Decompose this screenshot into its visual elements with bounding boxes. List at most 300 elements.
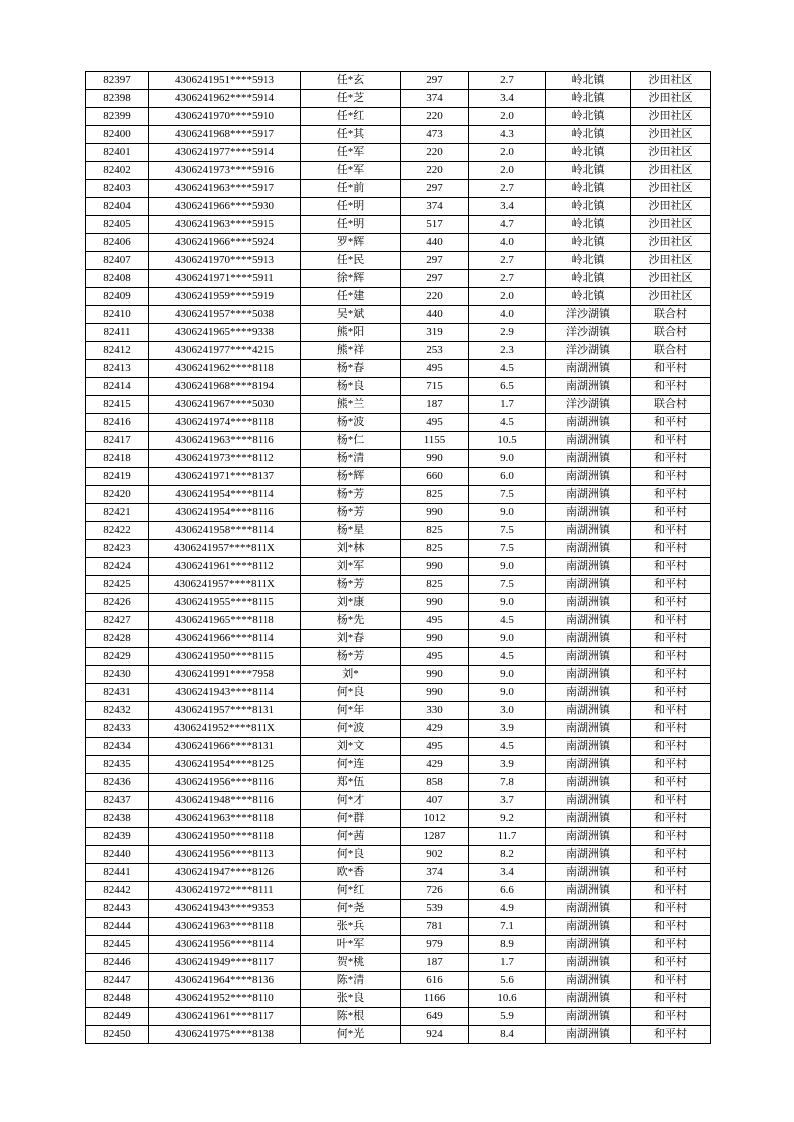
table-cell-rate: 9.0 (469, 594, 546, 612)
table-cell-amount: 1166 (401, 990, 469, 1008)
table-cell-id_number: 4306241966****8131 (149, 738, 301, 756)
table-cell-seq: 82415 (86, 396, 149, 414)
records-table (85, 71, 711, 1044)
table-cell-rate: 4.5 (469, 738, 546, 756)
table-cell-village: 和平村 (631, 414, 711, 432)
table-cell-town: 南湖洲镇 (546, 990, 631, 1008)
table-cell-town: 南湖洲镇 (546, 630, 631, 648)
table-cell-amount: 253 (401, 342, 469, 360)
table-cell-town: 南湖洲镇 (546, 1026, 631, 1044)
table-cell-village: 和平村 (631, 360, 711, 378)
table-cell-id_number: 4306241961****8112 (149, 558, 301, 576)
table-cell-amount: 429 (401, 756, 469, 774)
table-cell-village: 沙田社区 (631, 234, 711, 252)
table-cell-village: 和平村 (631, 1026, 711, 1044)
table-cell-name: 何*年 (301, 702, 401, 720)
table-cell-town: 南湖洲镇 (546, 612, 631, 630)
table-cell-rate: 9.0 (469, 450, 546, 468)
table-cell-town: 南湖洲镇 (546, 414, 631, 432)
table-cell-rate: 2.7 (469, 270, 546, 288)
table-cell-town: 南湖洲镇 (546, 378, 631, 396)
table-cell-rate: 9.0 (469, 558, 546, 576)
table-cell-village: 联合村 (631, 324, 711, 342)
table-cell-id_number: 4306241955****8115 (149, 594, 301, 612)
table-cell-town: 南湖洲镇 (546, 684, 631, 702)
table-cell-id_number: 4306241947****8126 (149, 864, 301, 882)
table-row (86, 900, 711, 918)
table-cell-id_number: 4306241968****5917 (149, 126, 301, 144)
table-cell-seq: 82422 (86, 522, 149, 540)
table-cell-seq: 82438 (86, 810, 149, 828)
table-cell-seq: 82428 (86, 630, 149, 648)
table-cell-seq: 82423 (86, 540, 149, 558)
table-cell-rate: 3.7 (469, 792, 546, 810)
table-cell-rate: 3.9 (469, 720, 546, 738)
table-cell-id_number: 4306241954****8116 (149, 504, 301, 522)
table-cell-rate: 7.5 (469, 576, 546, 594)
table-cell-village: 和平村 (631, 684, 711, 702)
table-cell-village: 和平村 (631, 666, 711, 684)
table-cell-seq: 82446 (86, 954, 149, 972)
table-cell-seq: 82425 (86, 576, 149, 594)
table-cell-amount: 374 (401, 90, 469, 108)
table-cell-rate: 4.9 (469, 900, 546, 918)
table-cell-amount: 825 (401, 522, 469, 540)
table-cell-name: 何*茜 (301, 828, 401, 846)
table-row (86, 288, 711, 306)
table-cell-amount: 187 (401, 396, 469, 414)
table-cell-seq: 82442 (86, 882, 149, 900)
table-cell-village: 和平村 (631, 720, 711, 738)
table-cell-village: 联合村 (631, 342, 711, 360)
table-cell-town: 南湖洲镇 (546, 792, 631, 810)
table-cell-rate: 3.4 (469, 864, 546, 882)
table-row (86, 342, 711, 360)
table-cell-seq: 82426 (86, 594, 149, 612)
table-row (86, 810, 711, 828)
table-row (86, 108, 711, 126)
table-cell-name: 陈*清 (301, 972, 401, 990)
table-cell-town: 南湖洲镇 (546, 828, 631, 846)
table-cell-village: 和平村 (631, 972, 711, 990)
table-cell-id_number: 4306241966****5924 (149, 234, 301, 252)
table-cell-town: 南湖洲镇 (546, 360, 631, 378)
table-cell-name: 任*玄 (301, 72, 401, 90)
table-cell-amount: 990 (401, 666, 469, 684)
table-cell-town: 南湖洲镇 (546, 648, 631, 666)
table-cell-town: 南湖洲镇 (546, 450, 631, 468)
table-cell-village: 和平村 (631, 1008, 711, 1026)
table-cell-village: 和平村 (631, 612, 711, 630)
table-cell-name: 杨*辉 (301, 468, 401, 486)
table-cell-id_number: 4306241966****5930 (149, 198, 301, 216)
table-cell-name: 吴*斌 (301, 306, 401, 324)
table-cell-rate: 7.5 (469, 522, 546, 540)
table-cell-town: 南湖洲镇 (546, 576, 631, 594)
table-cell-seq: 82447 (86, 972, 149, 990)
table-cell-amount: 495 (401, 360, 469, 378)
table-row (86, 252, 711, 270)
table-cell-seq: 82412 (86, 342, 149, 360)
table-cell-name: 郑*伍 (301, 774, 401, 792)
table-cell-village: 和平村 (631, 936, 711, 954)
table-cell-seq: 82435 (86, 756, 149, 774)
table-cell-town: 岭北镇 (546, 252, 631, 270)
table-cell-town: 岭北镇 (546, 108, 631, 126)
table-cell-town: 南湖洲镇 (546, 486, 631, 504)
table-cell-seq: 82448 (86, 990, 149, 1008)
table-cell-village: 沙田社区 (631, 198, 711, 216)
table-cell-seq: 82421 (86, 504, 149, 522)
table-cell-village: 沙田社区 (631, 180, 711, 198)
table-cell-town: 南湖洲镇 (546, 936, 631, 954)
table-cell-village: 和平村 (631, 558, 711, 576)
table-cell-id_number: 4306241965****8118 (149, 612, 301, 630)
table-cell-id_number: 4306241972****8111 (149, 882, 301, 900)
table-cell-name: 杨*芳 (301, 648, 401, 666)
table-cell-seq: 82399 (86, 108, 149, 126)
table-cell-name: 何*群 (301, 810, 401, 828)
table-cell-id_number: 4306241951****5913 (149, 72, 301, 90)
table-cell-id_number: 4306241963****8118 (149, 810, 301, 828)
table-cell-name: 刘*康 (301, 594, 401, 612)
table-cell-town: 岭北镇 (546, 234, 631, 252)
table-cell-town: 南湖洲镇 (546, 972, 631, 990)
table-cell-name: 刘* (301, 666, 401, 684)
table-cell-amount: 1155 (401, 432, 469, 450)
table-cell-seq: 82434 (86, 738, 149, 756)
table-row (86, 918, 711, 936)
table-cell-rate: 4.5 (469, 360, 546, 378)
table-cell-name: 刘*军 (301, 558, 401, 576)
table-cell-id_number: 4306241952****811X (149, 720, 301, 738)
table-row (86, 972, 711, 990)
table-cell-id_number: 4306241963****5915 (149, 216, 301, 234)
table-cell-amount: 539 (401, 900, 469, 918)
table-cell-name: 熊*兰 (301, 396, 401, 414)
table-cell-id_number: 4306241957****811X (149, 540, 301, 558)
table-cell-village: 沙田社区 (631, 252, 711, 270)
table-cell-village: 和平村 (631, 630, 711, 648)
table-cell-rate: 5.6 (469, 972, 546, 990)
table-cell-id_number: 4306241966****8114 (149, 630, 301, 648)
table-cell-rate: 3.4 (469, 90, 546, 108)
table-cell-name: 熊*阳 (301, 324, 401, 342)
table-cell-id_number: 4306241959****5919 (149, 288, 301, 306)
table-cell-id_number: 4306241975****8138 (149, 1026, 301, 1044)
table-cell-rate: 3.9 (469, 756, 546, 774)
table-cell-amount: 517 (401, 216, 469, 234)
table-row (86, 540, 711, 558)
table-cell-seq: 82419 (86, 468, 149, 486)
table-cell-village: 和平村 (631, 702, 711, 720)
table-cell-id_number: 4306241952****8110 (149, 990, 301, 1008)
table-cell-village: 和平村 (631, 594, 711, 612)
table-cell-seq: 82449 (86, 1008, 149, 1026)
table-cell-id_number: 4306241943****8114 (149, 684, 301, 702)
table-cell-town: 洋沙湖镇 (546, 342, 631, 360)
table-cell-rate: 10.6 (469, 990, 546, 1008)
table-cell-rate: 3.4 (469, 198, 546, 216)
table-row (86, 612, 711, 630)
table-cell-town: 南湖洲镇 (546, 900, 631, 918)
table-cell-rate: 4.7 (469, 216, 546, 234)
table-cell-town: 南湖洲镇 (546, 468, 631, 486)
table-cell-name: 何*良 (301, 846, 401, 864)
table-cell-seq: 82437 (86, 792, 149, 810)
table-cell-rate: 11.7 (469, 828, 546, 846)
table-cell-amount: 990 (401, 558, 469, 576)
table-cell-rate: 1.7 (469, 954, 546, 972)
table-cell-id_number: 4306241971****8137 (149, 468, 301, 486)
table-cell-town: 岭北镇 (546, 180, 631, 198)
table-cell-rate: 2.3 (469, 342, 546, 360)
table-cell-seq: 82414 (86, 378, 149, 396)
table-cell-name: 徐*辉 (301, 270, 401, 288)
table-cell-name: 任*其 (301, 126, 401, 144)
table-cell-name: 何*红 (301, 882, 401, 900)
table-cell-town: 南湖洲镇 (546, 954, 631, 972)
table-cell-rate: 9.0 (469, 630, 546, 648)
table-cell-id_number: 4306241977****5914 (149, 144, 301, 162)
table-cell-amount: 374 (401, 864, 469, 882)
table-cell-name: 罗*辉 (301, 234, 401, 252)
table-row (86, 990, 711, 1008)
table-cell-name: 任*前 (301, 180, 401, 198)
table-cell-amount: 990 (401, 504, 469, 522)
table-cell-amount: 990 (401, 630, 469, 648)
table-cell-village: 沙田社区 (631, 216, 711, 234)
table-cell-name: 任*明 (301, 216, 401, 234)
table-cell-id_number: 4306241974****8118 (149, 414, 301, 432)
table-cell-name: 任*军 (301, 144, 401, 162)
table-cell-town: 岭北镇 (546, 162, 631, 180)
table-row (86, 270, 711, 288)
table-cell-id_number: 4306241968****8194 (149, 378, 301, 396)
table-cell-amount: 440 (401, 306, 469, 324)
table-cell-id_number: 4306241956****8113 (149, 846, 301, 864)
table-cell-village: 和平村 (631, 738, 711, 756)
table-cell-name: 杨*良 (301, 378, 401, 396)
table-cell-name: 张*兵 (301, 918, 401, 936)
table-cell-town: 岭北镇 (546, 288, 631, 306)
table-cell-name: 任*民 (301, 252, 401, 270)
table-cell-id_number: 4306241967****5030 (149, 396, 301, 414)
table-cell-rate: 2.7 (469, 180, 546, 198)
table-cell-village: 和平村 (631, 378, 711, 396)
table-row (86, 126, 711, 144)
table-row (86, 522, 711, 540)
table-cell-amount: 660 (401, 468, 469, 486)
table-cell-amount: 495 (401, 648, 469, 666)
table-cell-amount: 220 (401, 288, 469, 306)
table-cell-amount: 990 (401, 450, 469, 468)
table-cell-village: 和平村 (631, 648, 711, 666)
table-cell-amount: 374 (401, 198, 469, 216)
table-row (86, 324, 711, 342)
table-cell-rate: 7.5 (469, 486, 546, 504)
table-cell-rate: 1.7 (469, 396, 546, 414)
table-cell-name: 何*良 (301, 684, 401, 702)
table-row (86, 594, 711, 612)
table-cell-amount: 297 (401, 180, 469, 198)
table-cell-amount: 990 (401, 684, 469, 702)
table-row (86, 864, 711, 882)
table-cell-amount: 858 (401, 774, 469, 792)
table-cell-name: 何*光 (301, 1026, 401, 1044)
table-cell-amount: 924 (401, 1026, 469, 1044)
table-cell-seq: 82439 (86, 828, 149, 846)
table-row (86, 828, 711, 846)
table-cell-rate: 4.5 (469, 648, 546, 666)
table-cell-name: 叶*军 (301, 936, 401, 954)
table-cell-rate: 7.1 (469, 918, 546, 936)
table-cell-rate: 9.0 (469, 684, 546, 702)
table-cell-amount: 297 (401, 270, 469, 288)
table-cell-seq: 82429 (86, 648, 149, 666)
table-cell-village: 和平村 (631, 864, 711, 882)
table-cell-village: 和平村 (631, 774, 711, 792)
table-cell-id_number: 4306241970****5913 (149, 252, 301, 270)
table-cell-rate: 8.2 (469, 846, 546, 864)
table-cell-id_number: 4306241973****5916 (149, 162, 301, 180)
table-cell-town: 南湖洲镇 (546, 882, 631, 900)
table-cell-town: 南湖洲镇 (546, 720, 631, 738)
table-cell-village: 和平村 (631, 450, 711, 468)
table-cell-name: 刘*春 (301, 630, 401, 648)
table-cell-id_number: 4306241956****8116 (149, 774, 301, 792)
table-cell-town: 南湖洲镇 (546, 432, 631, 450)
table-cell-village: 和平村 (631, 918, 711, 936)
table-cell-id_number: 4306241954****8114 (149, 486, 301, 504)
table-row (86, 936, 711, 954)
table-cell-town: 南湖洲镇 (546, 522, 631, 540)
table-cell-town: 南湖洲镇 (546, 594, 631, 612)
table-cell-town: 南湖洲镇 (546, 666, 631, 684)
table-cell-seq: 82433 (86, 720, 149, 738)
table-cell-seq: 82407 (86, 252, 149, 270)
table-cell-name: 贺*桃 (301, 954, 401, 972)
table-cell-amount: 1012 (401, 810, 469, 828)
table-cell-seq: 82443 (86, 900, 149, 918)
table-cell-amount: 220 (401, 162, 469, 180)
table-cell-village: 和平村 (631, 756, 711, 774)
table-cell-rate: 4.3 (469, 126, 546, 144)
table-cell-village: 和平村 (631, 954, 711, 972)
table-row (86, 144, 711, 162)
table-cell-seq: 82416 (86, 414, 149, 432)
table-cell-town: 南湖洲镇 (546, 774, 631, 792)
table-cell-village: 沙田社区 (631, 288, 711, 306)
table-cell-village: 沙田社区 (631, 162, 711, 180)
table-cell-amount: 902 (401, 846, 469, 864)
table-cell-name: 杨*仁 (301, 432, 401, 450)
table-cell-name: 任*建 (301, 288, 401, 306)
table-cell-seq: 82405 (86, 216, 149, 234)
table-cell-village: 沙田社区 (631, 72, 711, 90)
table-cell-name: 杨*春 (301, 360, 401, 378)
table-cell-seq: 82401 (86, 144, 149, 162)
table-cell-amount: 825 (401, 540, 469, 558)
table-cell-seq: 82413 (86, 360, 149, 378)
table-cell-town: 岭北镇 (546, 126, 631, 144)
table-row (86, 720, 711, 738)
table-cell-id_number: 4306241956****8114 (149, 936, 301, 954)
table-row (86, 1026, 711, 1044)
table-cell-name: 杨*芳 (301, 486, 401, 504)
table-cell-rate: 9.2 (469, 810, 546, 828)
table-cell-village: 沙田社区 (631, 144, 711, 162)
table-cell-name: 刘*文 (301, 738, 401, 756)
table-cell-seq: 82440 (86, 846, 149, 864)
table-cell-rate: 5.9 (469, 1008, 546, 1026)
table-cell-seq: 82430 (86, 666, 149, 684)
table-row (86, 234, 711, 252)
table-cell-name: 杨*芳 (301, 504, 401, 522)
table-cell-id_number: 4306241957****5038 (149, 306, 301, 324)
table-cell-village: 和平村 (631, 540, 711, 558)
table-cell-amount: 220 (401, 108, 469, 126)
table-cell-rate: 4.5 (469, 414, 546, 432)
table-cell-id_number: 4306241948****8116 (149, 792, 301, 810)
table-row (86, 162, 711, 180)
table-cell-id_number: 4306241958****8114 (149, 522, 301, 540)
table-cell-rate: 2.0 (469, 108, 546, 126)
table-cell-rate: 2.0 (469, 162, 546, 180)
table-cell-name: 陈*根 (301, 1008, 401, 1026)
table-cell-seq: 82418 (86, 450, 149, 468)
table-cell-rate: 2.9 (469, 324, 546, 342)
table-cell-village: 和平村 (631, 810, 711, 828)
table-cell-name: 任*芝 (301, 90, 401, 108)
table-cell-village: 和平村 (631, 486, 711, 504)
table-cell-id_number: 4306241950****8115 (149, 648, 301, 666)
table-cell-seq: 82408 (86, 270, 149, 288)
table-cell-rate: 4.0 (469, 306, 546, 324)
table-cell-village: 沙田社区 (631, 108, 711, 126)
table-row (86, 432, 711, 450)
table-cell-rate: 2.7 (469, 72, 546, 90)
table-cell-name: 任*明 (301, 198, 401, 216)
table-cell-town: 南湖洲镇 (546, 540, 631, 558)
table-cell-seq: 82402 (86, 162, 149, 180)
table-row (86, 774, 711, 792)
table-cell-name: 熊*祥 (301, 342, 401, 360)
table-cell-amount: 429 (401, 720, 469, 738)
table-cell-name: 何*连 (301, 756, 401, 774)
table-cell-town: 岭北镇 (546, 90, 631, 108)
table-cell-seq: 82397 (86, 72, 149, 90)
table-cell-village: 和平村 (631, 882, 711, 900)
table-cell-id_number: 4306241943****9353 (149, 900, 301, 918)
table-cell-rate: 6.0 (469, 468, 546, 486)
table-cell-rate: 9.0 (469, 666, 546, 684)
table-cell-id_number: 4306241970****5910 (149, 108, 301, 126)
table-cell-amount: 495 (401, 738, 469, 756)
table-cell-id_number: 4306241964****8136 (149, 972, 301, 990)
table-cell-village: 沙田社区 (631, 126, 711, 144)
table-row (86, 702, 711, 720)
table-cell-seq: 82404 (86, 198, 149, 216)
table-cell-rate: 10.5 (469, 432, 546, 450)
table-cell-seq: 82431 (86, 684, 149, 702)
table-cell-seq: 82406 (86, 234, 149, 252)
table-cell-amount: 616 (401, 972, 469, 990)
table-cell-amount: 495 (401, 612, 469, 630)
table-cell-rate: 8.4 (469, 1026, 546, 1044)
table-cell-name: 何*才 (301, 792, 401, 810)
table-row (86, 684, 711, 702)
